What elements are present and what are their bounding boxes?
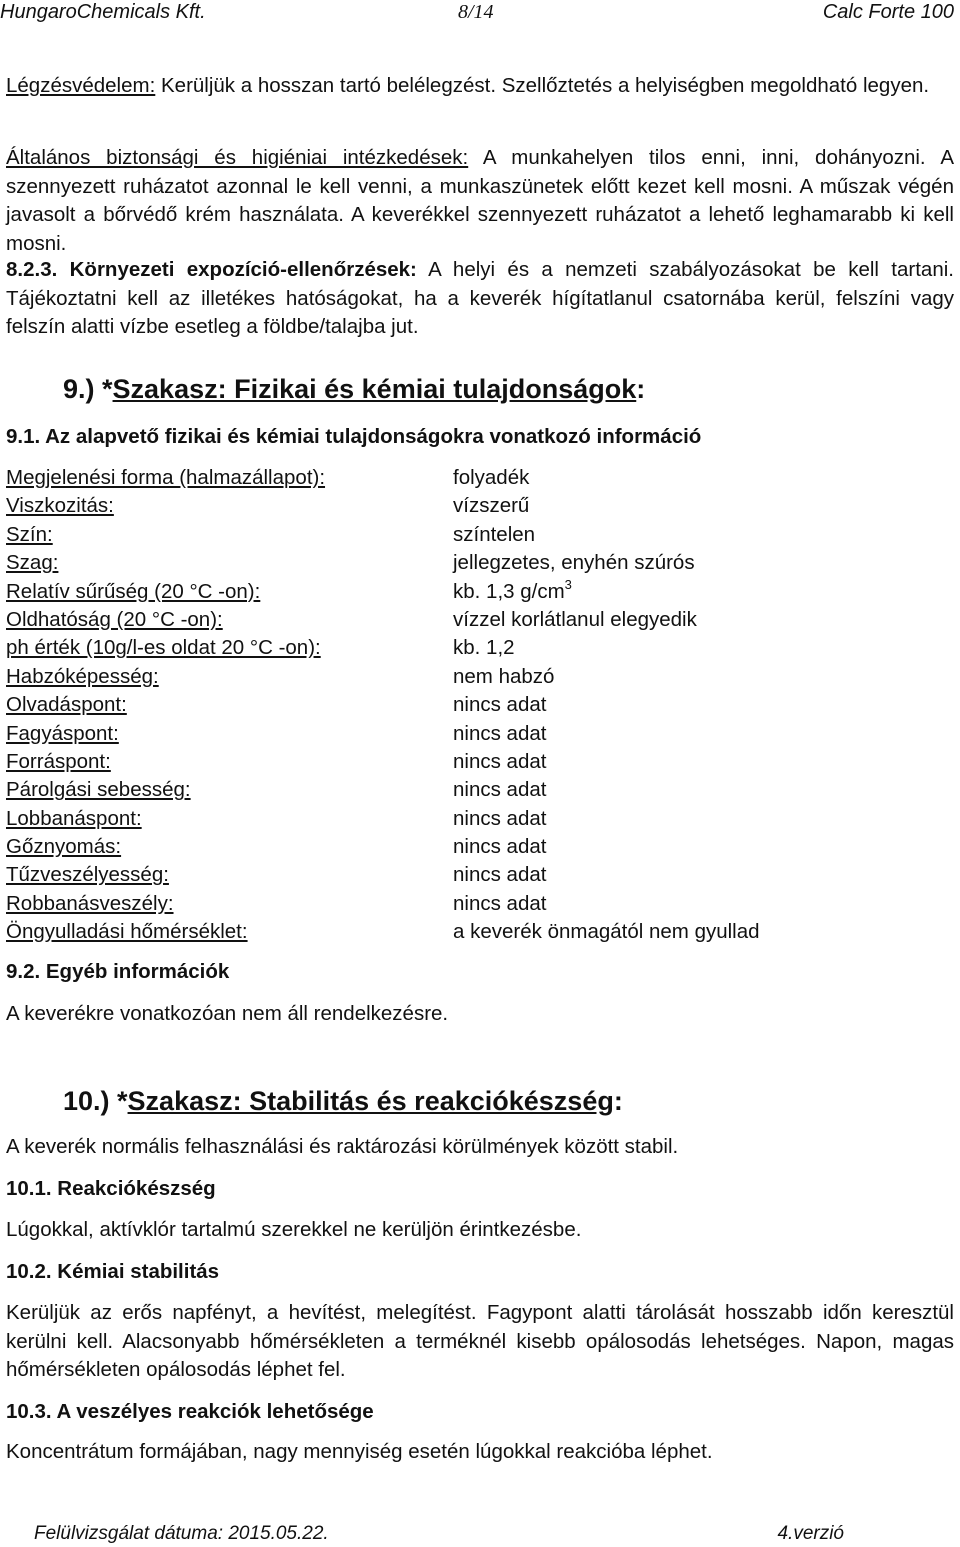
section-9-heading <box>63 372 645 406</box>
property-label: Öngyulladási hőmérséklet: <box>6 920 248 944</box>
section-10-heading <box>63 1084 623 1118</box>
section-10-1-text: Lúgokkal, aktívklór tartalmú szerekkel ne kerüljön érintkezésbe. <box>6 1218 582 1241</box>
revision-date: Felülvizsgálat dátuma: 2015.05.22. <box>34 1523 329 1544</box>
property-label: Tűzveszélyesség: <box>6 863 169 887</box>
property-value-text: kb. 1,3 g/cm <box>453 579 565 603</box>
property-value <box>453 464 529 492</box>
property-value <box>453 776 546 804</box>
environmental-text: A helyi és a nemzeti szabályozásokat be kell tartani. Tájékoztatni kell az illetékes hatóságokat, ha a keverék hígítatlanul csatornába kerül, felszíni vagy felszín alatti vízbe esetleg a földbe/talajba jut. <box>6 258 954 338</box>
section-9-2-heading: 9.2. Egyéb információk <box>6 960 230 983</box>
property-value <box>453 606 697 634</box>
property-value <box>453 861 546 889</box>
property-value <box>453 890 546 918</box>
property-value <box>453 805 546 833</box>
section-9-number: 9.) * <box>63 374 113 404</box>
property-row <box>6 918 954 946</box>
hygiene-measures <box>6 144 954 258</box>
property-value <box>453 663 554 691</box>
property-label: Viszkozitás: <box>6 494 114 518</box>
property-value <box>453 691 546 719</box>
property-row <box>6 805 954 833</box>
section-10-2-text: Kerüljük az erős napfényt, a hevítést, melegítést. Fagypont alatti tárolását hosszabb időn keresztül kerülni kell. Alacsonyabb hőmérsékleten a terméknél kisebb opálosodás lehetséges. Napon, magas hőmérsékleten opálosodás léphet fel. <box>6 1301 954 1381</box>
property-row <box>6 890 954 918</box>
page-header <box>0 0 954 24</box>
environmental-label: 8.2.3. Környezeti expozíció-ellenőrzések: <box>6 258 417 281</box>
property-row <box>6 549 954 577</box>
property-label: Relatív sűrűség (20 °C -on): <box>6 579 261 603</box>
property-value-text: nincs adat <box>453 749 547 773</box>
property-value-text: nincs adat <box>453 721 547 745</box>
property-value-text: nem habzó <box>453 664 555 688</box>
company-name: HungaroChemicals Kft. <box>0 1 206 23</box>
property-value-superscript: 3 <box>564 576 572 592</box>
property-label: Oldhatóság (20 °C -on): <box>6 607 223 631</box>
properties-list <box>6 464 954 947</box>
property-label: Lobbanáspont: <box>6 806 142 830</box>
property-value-text: kb. 1,2 <box>453 636 515 660</box>
section-9-colon: : <box>636 374 646 404</box>
property-row <box>6 720 954 748</box>
property-value-text: vízszerű <box>453 494 530 518</box>
property-value <box>453 720 546 748</box>
property-value-text: nincs adat <box>453 806 547 830</box>
respiratory-label: Légzésvédelem: <box>6 74 156 97</box>
property-row <box>6 691 954 719</box>
property-row <box>6 748 954 776</box>
property-value-text: nincs adat <box>453 891 547 915</box>
page-number: 8/14 <box>458 1 494 23</box>
property-value <box>453 748 546 776</box>
hygiene-text: A munkahelyen tilos enni, inni, dohányozni. A szennyezett ruházatot azonnal le kell venni, a munkaszünetek előtt kezet kell mosni. A műszak végén javasolt a bőrvédő krém használata. A keverékkel szennyezett ruházatot a lehető leghamarabb ki kell mosni. <box>6 146 954 255</box>
respiratory-protection <box>6 72 954 101</box>
property-label: Habzóképesség: <box>6 664 159 688</box>
product-name: Calc Forte 100 <box>822 1 954 23</box>
section-10-1-heading: 10.1. Reakciókészség <box>6 1177 216 1200</box>
page-footer <box>34 1522 844 1546</box>
section-10-number: 10.) * <box>63 1086 128 1116</box>
section-10-3-heading: 10.3. A veszélyes reakciók lehetősége <box>6 1400 374 1423</box>
property-value-text: nincs adat <box>453 835 547 859</box>
property-label: Fagyáspont: <box>6 721 119 745</box>
section-10-3-text: Koncentrátum formájában, nagy mennyiség esetén lúgokkal reakcióba léphet. <box>6 1440 713 1463</box>
property-row <box>6 776 954 804</box>
property-label: Forráspont: <box>6 749 111 773</box>
section-10-colon: : <box>613 1086 623 1116</box>
section-10-intro: A keverék normális felhasználási és raktározási körülmények között stabil. <box>6 1135 679 1158</box>
property-row <box>6 861 954 889</box>
property-value-text: a keverék önmagától nem gyullad <box>453 920 760 944</box>
property-value-text: folyadék <box>453 466 530 489</box>
version-label: 4.verzió <box>777 1523 844 1544</box>
section-10-title: Szakasz: Stabilitás és reakciókészség <box>127 1086 614 1116</box>
property-value <box>453 918 760 946</box>
section-9-title: Szakasz: Fizikai és kémiai tulajdonságok <box>112 374 637 404</box>
hygiene-label: Általános biztonsági és higiéniai intézkedések: <box>6 146 469 169</box>
property-row <box>6 578 954 606</box>
property-label: Megjelenési forma (halmazállapot): <box>6 466 326 489</box>
property-value <box>453 833 546 861</box>
property-value-text: jellegzetes, enyhén szúrós <box>453 551 695 575</box>
property-label: Gőznyomás: <box>6 835 122 859</box>
property-value-text: színtelen <box>453 522 536 546</box>
property-row <box>6 606 954 634</box>
property-value-text: vízzel korlátlanul elegyedik <box>453 607 697 631</box>
property-value-text: nincs adat <box>453 863 547 887</box>
property-label: Szag: <box>6 551 59 575</box>
property-label: Szín: <box>6 522 53 546</box>
property-label: ph érték (10g/l-es oldat 20 °C -on): <box>6 636 321 660</box>
environmental-exposure <box>6 256 954 342</box>
section-9-2-text: A keverékre vonatkozóan nem áll rendelkezésre. <box>6 1002 449 1025</box>
section-9-1-heading: 9.1. Az alapvető fizikai és kémiai tulajdonságokra vonatkozó információ <box>6 425 702 448</box>
property-value <box>453 492 529 520</box>
property-label: Párolgási sebesség: <box>6 778 191 802</box>
property-row <box>6 492 954 520</box>
property-value-text: nincs adat <box>453 778 547 802</box>
property-row <box>6 634 954 662</box>
property-row <box>6 833 954 861</box>
property-value <box>453 634 515 662</box>
property-row <box>6 521 954 549</box>
property-label: Olvadáspont: <box>6 693 127 717</box>
property-row <box>6 663 954 691</box>
property-value <box>453 578 572 606</box>
property-label: Robbanásveszély: <box>6 891 174 915</box>
property-value <box>453 521 535 549</box>
section-10-2-heading: 10.2. Kémiai stabilitás <box>6 1260 220 1283</box>
property-value <box>453 549 695 577</box>
respiratory-text: Kerüljük a hosszan tartó belélegzést. Szellőztetés a helyiségben megoldható legyen. <box>155 74 930 97</box>
property-value-text: nincs adat <box>453 693 547 717</box>
property-row <box>6 464 954 492</box>
